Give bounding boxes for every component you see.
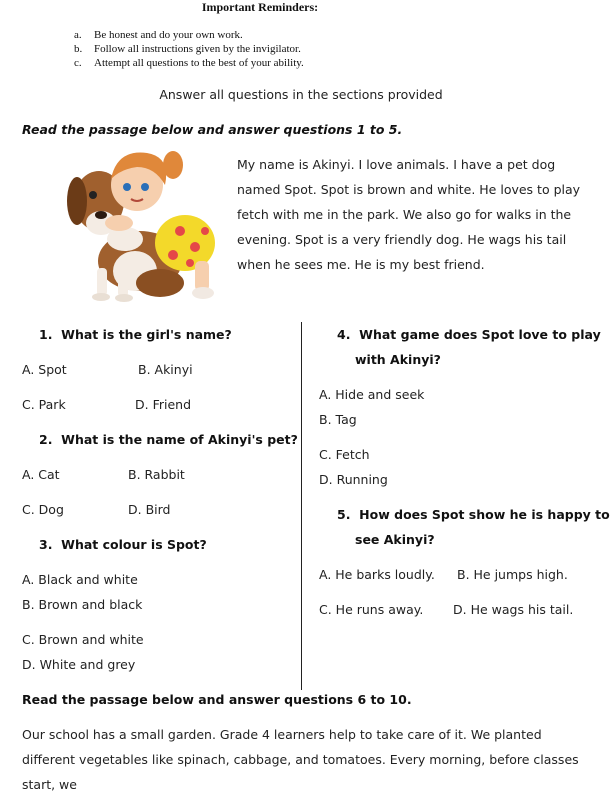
girl-hugging-dog-illustration [55, 143, 225, 303]
reminders-title: Important Reminders: [201, 0, 319, 14]
q1-option-d: D. Friend [135, 397, 192, 412]
q4-option-a: A. Hide and seek [319, 387, 425, 402]
question-5-line2: see Akinyi? [355, 532, 435, 547]
general-instruction: Answer all questions in the sections provided [159, 87, 443, 102]
q2-option-b: B. Rabbit [128, 467, 185, 482]
column-divider [301, 322, 302, 690]
q1-option-c: C. Park [22, 397, 66, 412]
question-3: 3. What colour is Spot? [39, 537, 207, 552]
reminder-item: b. Follow all instructions given by the invigilator. [74, 43, 301, 55]
q2-option-d: D. Bird [128, 502, 171, 517]
reminder-item: a. Be honest and do your own work. [74, 29, 243, 41]
reminders-list [74, 28, 304, 70]
section2-passage: Our school has a small garden. Grade 4 learners help to take care of it. We planted different vegetables like spinach, cabbage, and tomatoes. Every morning, before classes start, we [22, 727, 579, 792]
q1-option-a: A. Spot [22, 362, 67, 377]
q4-option-c: C. Fetch [319, 447, 370, 462]
q3-option-b: B. Brown and black [22, 597, 143, 612]
q5-option-b: B. He jumps high. [457, 567, 568, 582]
question-4: 4. What game does Spot love to play [337, 327, 601, 342]
q2-option-c: C. Dog [22, 502, 64, 517]
section1-heading: Read the passage below and answer questions 1 to 5. [22, 122, 403, 137]
q5-option-c: C. He runs away. [319, 602, 424, 617]
q5-option-a: A. He barks loudly. [319, 567, 435, 582]
section1-passage: My name is Akinyi. I love animals. I have a pet dog named Spot. Spot is brown and white. He loves to play fetch with me in the park. We also go for walks in the evening. Spot is a very friendly dog. He wags his tail when he sees me. He is my best friend. [237, 157, 581, 272]
q4-option-b: B. Tag [319, 412, 357, 427]
q3-option-d: D. White and grey [22, 657, 136, 672]
q3-option-c: C. Brown and white [22, 632, 144, 647]
question-1: 1. What is the girl's name? [39, 327, 232, 342]
question-4-line2: with Akinyi? [355, 352, 441, 367]
q2-option-a: A. Cat [22, 467, 60, 482]
q3-option-a: A. Black and white [22, 572, 138, 587]
q1-option-b: B. Akinyi [138, 362, 193, 377]
q4-option-d: D. Running [319, 472, 388, 487]
reminder-item: c. Attempt all questions to the best of your ability. [74, 57, 304, 69]
q5-option-d: D. He wags his tail. [453, 602, 574, 617]
section2-heading: Read the passage below and answer questions 6 to 10. [22, 692, 412, 707]
question-5: 5. How does Spot show he is happy to [337, 507, 610, 522]
question-2: 2. What is the name of Akinyi's pet? [39, 432, 298, 447]
